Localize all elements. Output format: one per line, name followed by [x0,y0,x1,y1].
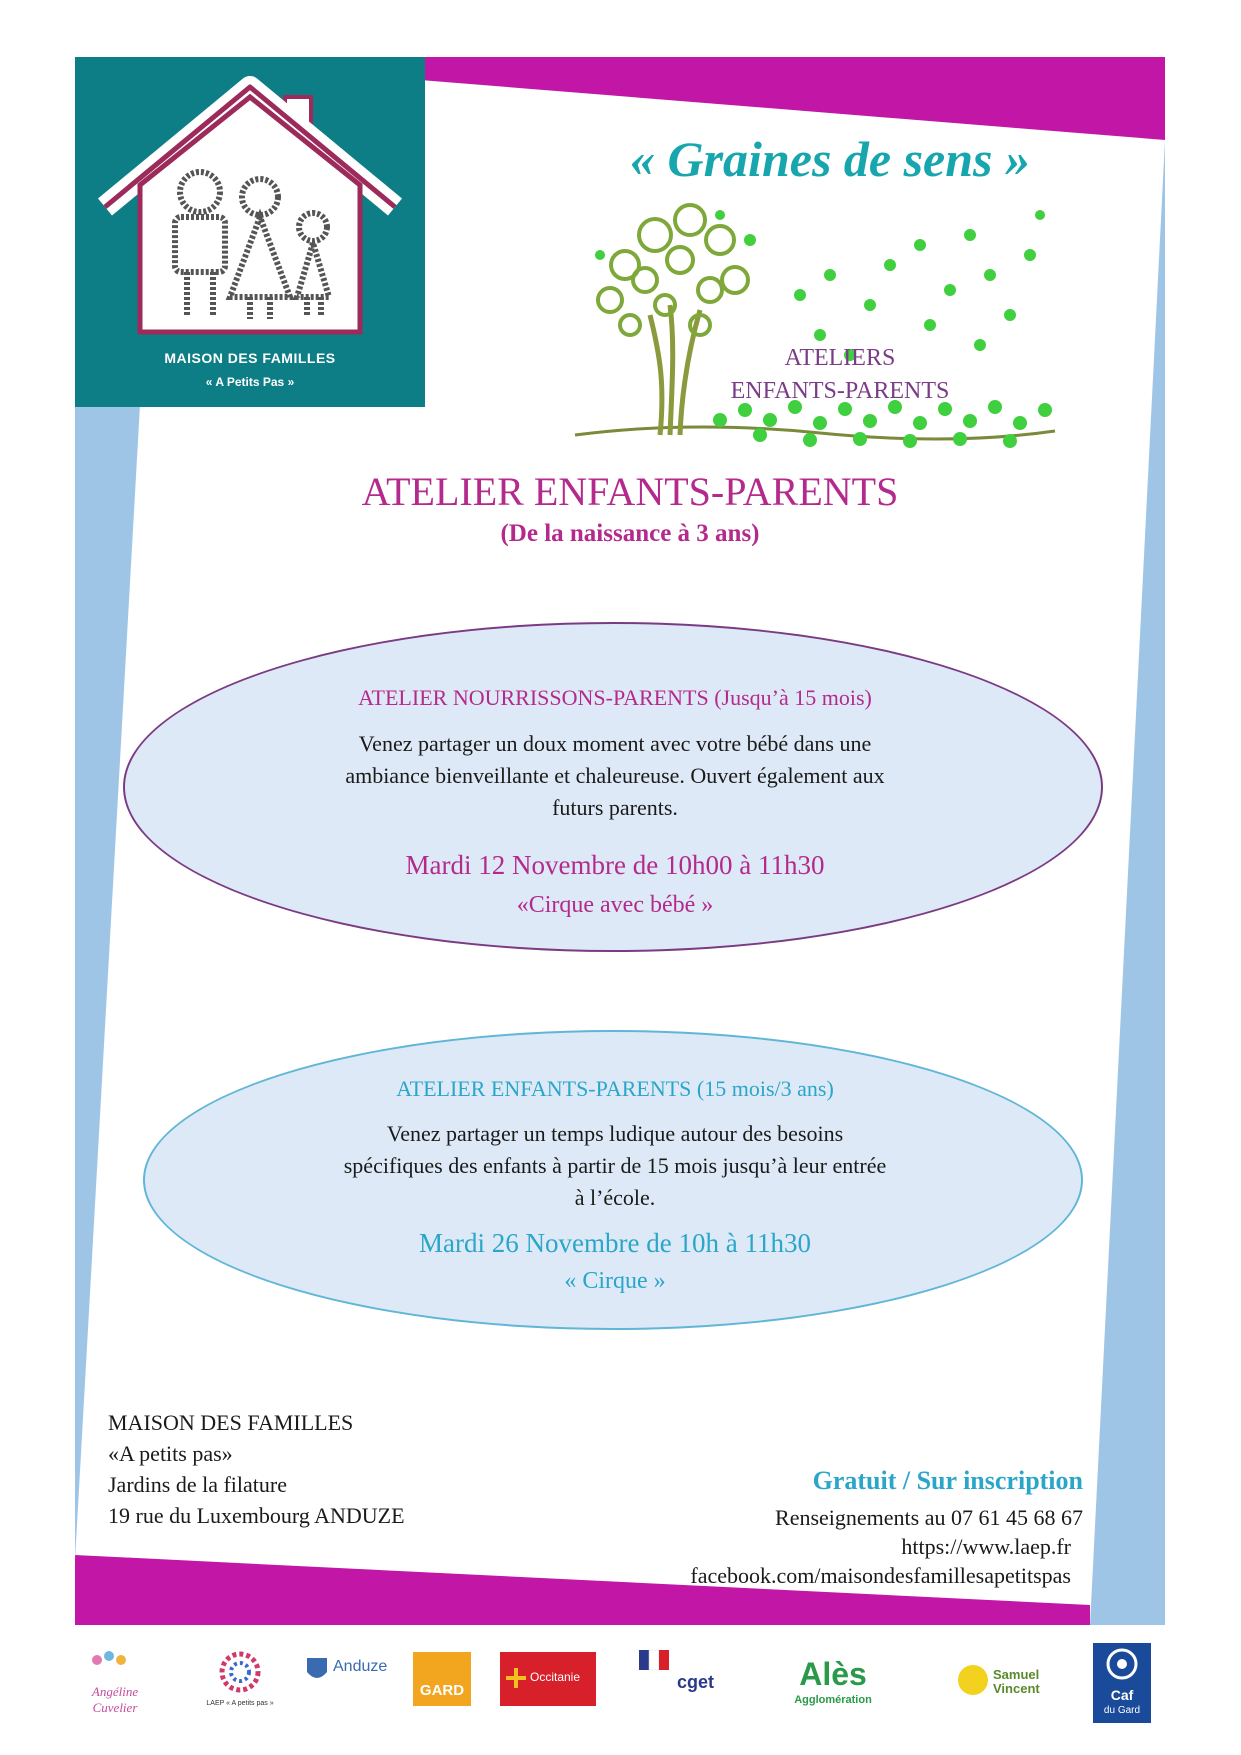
workshop-1-body-line2: ambiance bienveillante et chaleureuse. Ouvert également aux [345,763,885,788]
website-link[interactable]: https://www.laep.fr [901,1534,1071,1559]
workshop-1-title: ATELIER NOURRISSONS-PARENTS (Jusqu’à 15 mois) [358,685,872,710]
tree-illustration [570,195,1060,460]
workshop-2-body-line2: spécifiques des enfants à partir de 15 mois jusqu’à leur entrée [343,1153,887,1178]
french-flag-icon [639,1650,669,1670]
tree-caption-line1: ATELIERS [784,345,896,371]
partner-logo-gard [413,1652,471,1706]
top-magenta-band [420,57,1165,140]
partner-name-ales: Alès [799,1656,867,1692]
workshop-2-title: ATELIER ENFANTS-PARENTS (15 mois/3 ans) [396,1076,834,1101]
partner-sub-caf: du Gard [1103,1705,1141,1716]
address-line4: 19 rue du Luxembourg ANDUZE [108,1503,405,1528]
workshop-1-date: Mardi 12 Novembre de 10h00 à 11h30 [405,850,825,880]
partner-sub-ales: Agglomération [794,1694,872,1706]
logo-title: MAISON DES FAMILLES [164,350,336,366]
address-line2: «A petits pas» [108,1441,233,1466]
left-blue-band [75,405,140,1560]
main-subheading: (De la naissance à 3 ans) [500,520,760,547]
address-line3: Jardins de la filature [108,1472,287,1497]
workshop-2-theme: « Cirque » [564,1268,666,1294]
workshop-2-date: Mardi 26 Novembre de 10h à 11h30 [419,1228,811,1258]
price-note: Gratuit / Sur inscription [812,1466,1083,1495]
partner-name-samuel-vincent: Samuel Vincent [993,1667,1040,1696]
house-icon [75,57,425,347]
partner-name-occitanie: Occitanie [530,1670,581,1684]
logo-subtitle: « A Petits Pas » [205,375,295,389]
partner-name-anduze: Anduze [333,1658,388,1675]
partner-logo-occitanie [500,1652,596,1706]
partner-logo-cget [637,1648,717,1714]
partner-name-laep: LAEP « A petits pas » [206,1700,274,1707]
caf-emblem-icon [1102,1647,1142,1681]
partner-name-angeline: Angéline Cuvelier [91,1684,139,1715]
partner-name-cget: cget [677,1672,715,1692]
partner-logo-laep [200,1648,280,1714]
page-title: « Graines de sens » [629,131,1031,187]
partner-logo-caf [1093,1643,1151,1723]
partner-logo-samuel-vincent [953,1648,1053,1714]
shield-icon [305,1656,329,1684]
partner-logo-angeline [75,1648,155,1714]
tree-caption-line2: ENFANTS-PARENTS [730,378,950,404]
phone-info: Renseignements au 07 61 45 68 67 [775,1505,1083,1530]
partner-name-gard: GARD [419,1682,465,1699]
facebook-link[interactable]: facebook.com/maisondesfamillesapetitspas [690,1563,1071,1588]
workshop-1-body-line3: futurs parents. [552,795,678,820]
children-circle-icon [200,1648,280,1698]
ball-icon [955,1662,991,1698]
address-line1: MAISON DES FAMILLES [108,1410,354,1435]
right-blue-band [1090,140,1165,1625]
workshop-2-body-line3: à l’école. [574,1185,656,1210]
workshop-2-body-line1: Venez partager un temps ludique autour des besoins [386,1121,844,1146]
partner-name-caf: Caf [1110,1687,1134,1703]
maison-des-familles-logo [75,57,425,407]
workshop-1-body-line1: Venez partager un doux moment avec votre bébé dans une [358,731,872,756]
main-heading: ATELIER ENFANTS-PARENTS [361,469,899,514]
workshop-1-theme: «Cirque avec bébé » [516,892,714,918]
cross-icon [504,1666,528,1690]
partner-logo-anduze [303,1648,393,1714]
partner-logo-ales [783,1648,883,1714]
